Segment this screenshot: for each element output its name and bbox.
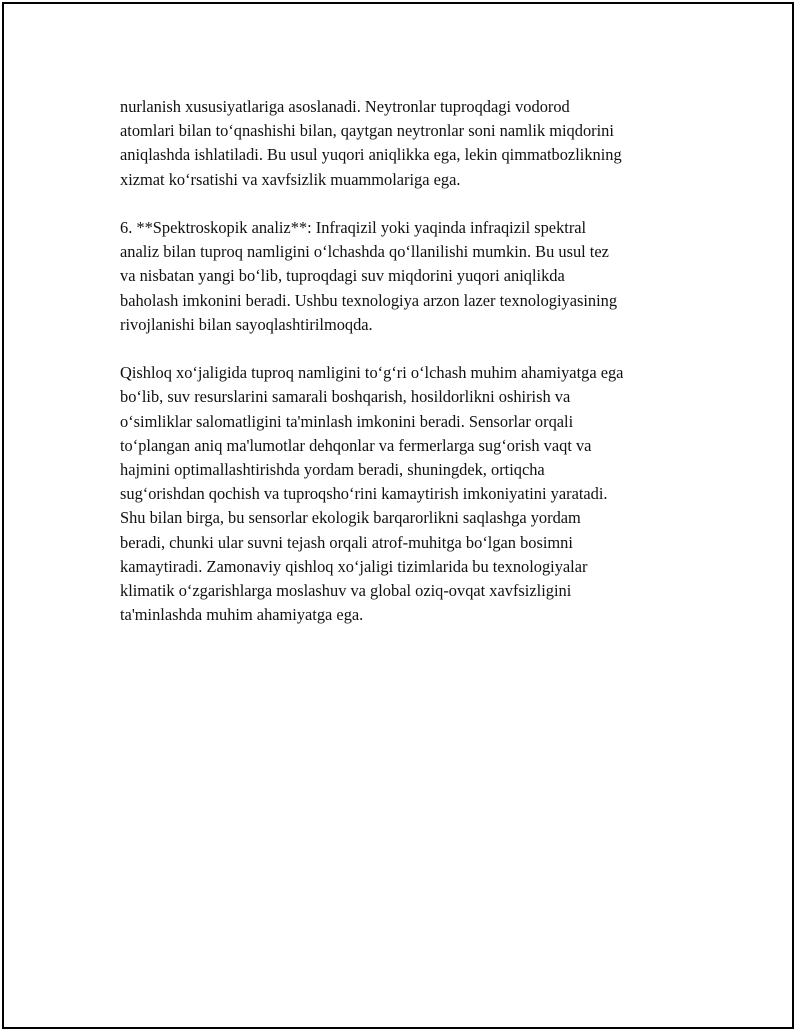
text-line: Qishloq xo‘jaligida tuproq namligini to‘g‘ri o‘lchash muhim ahamiyatga ega xyxy=(120,363,624,383)
document-body xyxy=(120,95,700,652)
text-line: klimatik o‘zgarishlarga moslashuv va global oziq-ovqat xavfsizligini xyxy=(120,581,572,601)
text-line: baholash imkonini beradi. Ushbu texnologiya arzon lazer texnologiyasining xyxy=(120,290,618,310)
text-line: to‘plangan aniq ma'lumotlar dehqonlar va fermerlarga sug‘orish vaqt va xyxy=(120,435,592,455)
text-line: analiz bilan tuproq namligini o‘lchashda qo‘llanilishi mumkin. Bu usul tez xyxy=(120,242,609,262)
text-line: o‘simliklar salomatligini ta'minlash imkonini beradi. Sensorlar orqali xyxy=(120,411,574,431)
text-line: atomlari bilan to‘qnashishi bilan, qaytgan neytronlar soni namlik miqdorini xyxy=(120,121,614,141)
text-line: aniqlashda ishlatiladi. Bu usul yuqori aniqlikka ega, lekin qimmatbozlikning xyxy=(120,145,622,165)
paragraph-spectroscopic-analysis xyxy=(120,216,700,337)
document-page xyxy=(2,2,794,1029)
text-line: va nisbatan yangi bo‘lib, tuproqdagi suv miqdorini yuqori aniqlikda xyxy=(120,266,565,286)
text-line: sug‘orishdan qochish va tuproqsho‘rini kamaytirish imkoniyatini yaratadi. xyxy=(120,484,608,504)
text-line: ta'minlashda muhim ahamiyatga ega. xyxy=(120,605,364,625)
text-line: 6. **Spektroskopik analiz**: Infraqizil yoki yaqinda infraqizil spektral xyxy=(120,218,587,237)
text-line: xizmat ko‘rsatishi va xavfsizlik muammolariga ega. xyxy=(120,169,461,189)
paragraph-conclusion xyxy=(120,361,700,627)
text-line: rivojlanishi bilan sayoqlashtirilmoqda. xyxy=(120,314,373,334)
text-line: nurlanish xususiyatlariga asoslanadi. Neytronlar tuproqdagi vodorod xyxy=(120,97,570,116)
text-line: beradi, chunki ular suvni tejash orqali atrof-muhitga bo‘lgan bosimni xyxy=(120,532,573,552)
text-line: kamaytiradi. Zamonaviy qishloq xo‘jaligi tizimlarida bu texnologiyalar xyxy=(120,556,588,576)
text-line: Shu bilan birga, bu sensorlar ekologik barqarorlikni saqlashga yordam xyxy=(120,508,581,528)
paragraph-neutron-method xyxy=(120,95,700,192)
text-line: bo‘lib, suv resurslarini samarali boshqarish, hosildorlikni oshirish va xyxy=(120,387,571,407)
text-line: hajmini optimallashtirishda yordam beradi, shuningdek, ortiqcha xyxy=(120,460,545,480)
